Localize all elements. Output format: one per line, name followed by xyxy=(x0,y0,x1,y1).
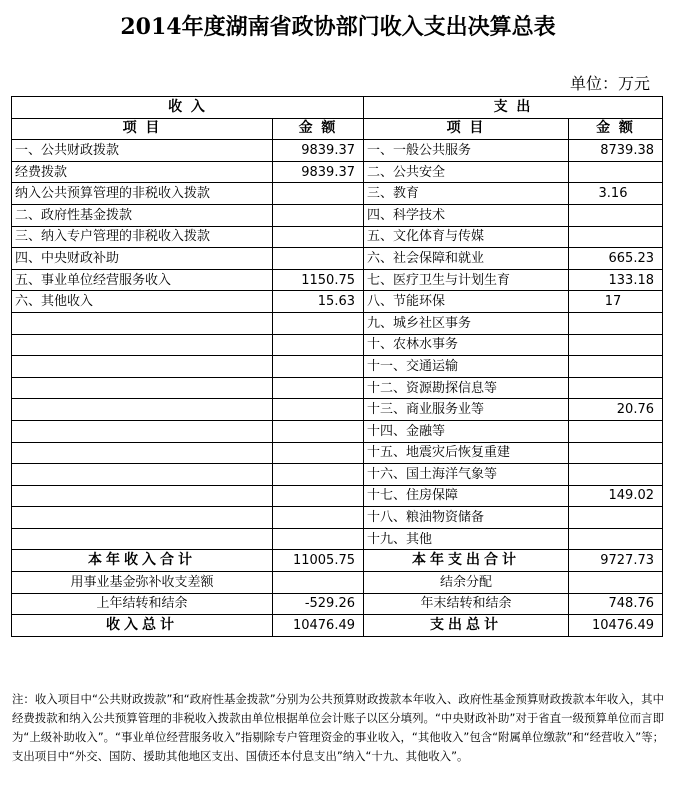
expense-item-cell: 十五、地震灾后恢复重建 xyxy=(364,442,569,464)
totals-body xyxy=(12,550,663,636)
table-row xyxy=(12,528,663,550)
table-row xyxy=(12,140,663,162)
expense-amount-cell: 20.76 xyxy=(569,399,663,421)
table-row xyxy=(12,485,663,507)
income-year-total-label: 本年收入合计 xyxy=(12,550,273,572)
expense-item-cell: 十一、交通运输 xyxy=(364,356,569,378)
expense-amount-cell xyxy=(569,464,663,486)
income-amount-cell: 9839.37 xyxy=(273,161,364,183)
expense-item-cell: 九、城乡社区事务 xyxy=(364,312,569,334)
expense-item-cell: 四、科学技术 xyxy=(364,204,569,226)
income-year-total-amount: 11005.75 xyxy=(273,550,364,572)
expense-year-total-label: 本年支出合计 xyxy=(364,550,569,572)
expense-amount-cell: 3.16 xyxy=(569,183,663,205)
expense-item-cell: 十四、金融等 xyxy=(364,420,569,442)
income-amount-cell xyxy=(273,204,364,226)
income-amount-cell xyxy=(273,399,364,421)
footnote: 注：收入项目中“公共财政拨款”和“政府性基金拨款”分别为公共预算财政拨款本年收入、政府性基金预算财政拨款本年收入，其中经费拨款和纳入公共预算管理的非税收入拨款由单位根据单位会计账子以区分填列。“中央财政补助”对于省直一级预算单位而言即为“上级补助收入”。“事业单位经营服务收入”指剔除专户管理资金的事业收入，“其他收入”包含“附属单位缴款”和“经营收入”等；支出项目中“外交、国防、援助其他地区支出、国债还本付息支出”纳入“十九、其他收入”。 xyxy=(12,692,664,763)
table-row xyxy=(12,334,663,356)
grand-total-row xyxy=(12,615,663,637)
table-row xyxy=(12,204,663,226)
table-row xyxy=(12,312,663,334)
income-amount-cell: 1150.75 xyxy=(273,269,364,291)
table-row xyxy=(12,507,663,529)
income-item-cell xyxy=(12,420,273,442)
expense-amount-cell xyxy=(569,377,663,399)
expense-amount-cell xyxy=(569,507,663,529)
expense-fund-amount xyxy=(569,572,663,594)
income-item-cell: 经费拨款 xyxy=(12,161,273,183)
expense-amount-cell xyxy=(569,204,663,226)
income-item-cell xyxy=(12,312,273,334)
expense-item-cell: 十九、其他 xyxy=(364,528,569,550)
expense-year-total-amount: 9727.73 xyxy=(569,550,663,572)
income-amount-cell xyxy=(273,464,364,486)
expense-item-cell: 七、医疗卫生与计划生育 xyxy=(364,269,569,291)
unit-label: 单位：万元 xyxy=(569,74,650,93)
expense-amount-cell xyxy=(569,161,663,183)
income-carry-amount: -529.26 xyxy=(273,593,364,615)
expense-amount-cell xyxy=(569,334,663,356)
income-fund-label: 用事业基金弥补收支差额 xyxy=(12,572,273,594)
income-amount-cell: 15.63 xyxy=(273,291,364,313)
fund-row xyxy=(12,572,663,594)
expense-amount-cell xyxy=(569,312,663,334)
expense-amount-cell xyxy=(569,356,663,378)
expense-fund-label: 结余分配 xyxy=(364,572,569,594)
income-fund-amount xyxy=(273,572,364,594)
income-item-cell: 五、事业单位经营服务收入 xyxy=(12,269,273,291)
expense-item-cell: 十六、国土海洋气象等 xyxy=(364,464,569,486)
table-row xyxy=(12,356,663,378)
income-item-cell xyxy=(12,356,273,378)
expense-carry-label: 年末结转和结余 xyxy=(364,593,569,615)
income-amount-cell xyxy=(273,356,364,378)
expense-amount-cell xyxy=(569,442,663,464)
table-row xyxy=(12,226,663,248)
expense-amount-cell: 8739.38 xyxy=(569,140,663,162)
income-carry-label: 上年结转和结余 xyxy=(12,593,273,615)
column-header-row xyxy=(12,118,663,140)
income-amount-cell xyxy=(273,226,364,248)
income-item-header: 项 目 xyxy=(12,118,273,140)
income-amount-cell: 9839.37 xyxy=(273,140,364,162)
income-item-cell: 纳入公共预算管理的非税收入拨款 xyxy=(12,183,273,205)
expense-amount-header: 金 额 xyxy=(569,118,663,140)
budget-table xyxy=(11,96,663,637)
income-item-cell xyxy=(12,485,273,507)
expense-item-cell: 十八、粮油物资储备 xyxy=(364,507,569,529)
table-body xyxy=(12,140,663,550)
income-amount-cell xyxy=(273,507,364,529)
income-amount-cell xyxy=(273,485,364,507)
income-amount-header: 金 额 xyxy=(273,118,364,140)
table-row xyxy=(12,377,663,399)
income-amount-cell xyxy=(273,312,364,334)
expense-item-cell: 八、节能环保 xyxy=(364,291,569,313)
income-item-cell: 一、公共财政拨款 xyxy=(12,140,273,162)
income-item-cell xyxy=(12,507,273,529)
expense-item-cell: 十、农林水事务 xyxy=(364,334,569,356)
income-item-cell xyxy=(12,528,273,550)
expense-grand-total-label: 支出总计 xyxy=(364,615,569,637)
income-amount-cell xyxy=(273,334,364,356)
expense-amount-cell xyxy=(569,528,663,550)
expense-amount-cell xyxy=(569,420,663,442)
expense-item-cell: 十七、住房保障 xyxy=(364,485,569,507)
income-item-cell xyxy=(12,442,273,464)
table-row xyxy=(12,269,663,291)
expense-item-cell: 三、教育 xyxy=(364,183,569,205)
income-amount-cell xyxy=(273,528,364,550)
income-grand-total-label: 收入总计 xyxy=(12,615,273,637)
expense-item-cell: 六、社会保障和就业 xyxy=(364,248,569,270)
income-item-cell: 二、政府性基金拨款 xyxy=(12,204,273,226)
income-item-cell: 四、中央财政补助 xyxy=(12,248,273,270)
expense-grand-total-amount: 10476.49 xyxy=(569,615,663,637)
income-amount-cell xyxy=(273,248,364,270)
page-title: 2014年度湖南省政协部门收入支出决算总表 xyxy=(120,14,556,40)
table-row xyxy=(12,442,663,464)
income-item-cell xyxy=(12,334,273,356)
expense-amount-cell: 149.02 xyxy=(569,485,663,507)
year-total-row xyxy=(12,550,663,572)
table-row xyxy=(12,248,663,270)
carry-row xyxy=(12,593,663,615)
table-row xyxy=(12,464,663,486)
expense-amount-cell: 17 xyxy=(569,291,663,313)
income-item-cell xyxy=(12,464,273,486)
expense-item-header: 项 目 xyxy=(364,118,569,140)
income-item-cell: 三、纳入专户管理的非税收入拨款 xyxy=(12,226,273,248)
expense-header: 支 出 xyxy=(364,97,663,119)
income-amount-cell xyxy=(273,183,364,205)
expense-item-cell: 十二、资源勘探信息等 xyxy=(364,377,569,399)
income-item-cell xyxy=(12,377,273,399)
expense-amount-cell xyxy=(569,226,663,248)
table-row xyxy=(12,399,663,421)
table-row xyxy=(12,161,663,183)
income-item-cell: 六、其他收入 xyxy=(12,291,273,313)
expense-amount-cell: 133.18 xyxy=(569,269,663,291)
income-grand-total-amount: 10476.49 xyxy=(273,615,364,637)
section-header-row xyxy=(12,97,663,119)
expense-item-cell: 五、文化体育与传媒 xyxy=(364,226,569,248)
income-header: 收 入 xyxy=(12,97,364,119)
table-row xyxy=(12,420,663,442)
table-row xyxy=(12,183,663,205)
expense-carry-amount: 748.76 xyxy=(569,593,663,615)
expense-item-cell: 一、一般公共服务 xyxy=(364,140,569,162)
expense-item-cell: 二、公共安全 xyxy=(364,161,569,183)
income-amount-cell xyxy=(273,377,364,399)
income-item-cell xyxy=(12,399,273,421)
expense-item-cell: 十三、商业服务业等 xyxy=(364,399,569,421)
expense-amount-cell: 665.23 xyxy=(569,248,663,270)
table-row xyxy=(12,291,663,313)
income-amount-cell xyxy=(273,420,364,442)
income-amount-cell xyxy=(273,442,364,464)
